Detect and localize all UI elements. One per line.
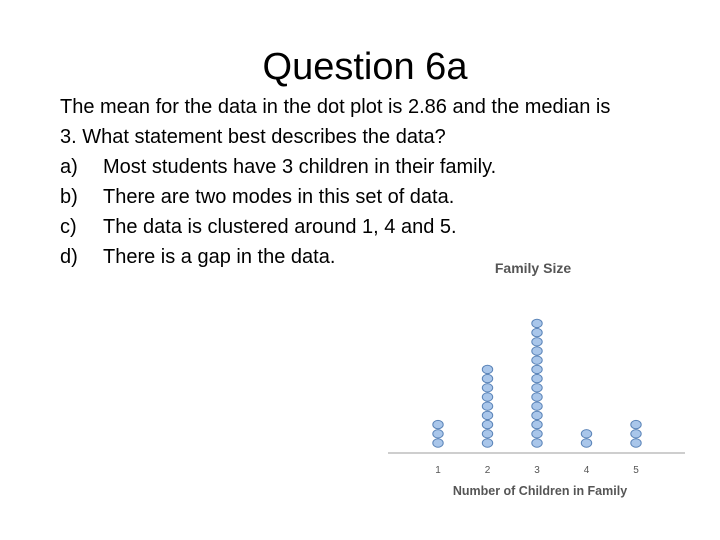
dot-mark bbox=[631, 420, 641, 428]
dot-mark bbox=[482, 411, 492, 419]
x-tick-label: 3 bbox=[534, 465, 540, 476]
x-tick-label: 2 bbox=[484, 465, 491, 476]
dot-mark bbox=[532, 319, 542, 327]
dot-mark bbox=[532, 338, 542, 346]
dot-mark bbox=[631, 439, 641, 447]
dot-mark bbox=[532, 439, 542, 447]
question-body bbox=[60, 92, 710, 272]
dot-mark bbox=[532, 420, 542, 428]
x-tick-label: 4 bbox=[583, 465, 590, 476]
chart-title: Family Size bbox=[494, 260, 572, 276]
dot-mark bbox=[581, 439, 591, 447]
option-b-letter: b) bbox=[60, 186, 78, 208]
dot-mark bbox=[581, 430, 591, 438]
dot-mark bbox=[532, 393, 542, 401]
option-a-text: Most students have 3 children in their family. bbox=[103, 156, 497, 178]
dot-mark bbox=[532, 356, 542, 364]
slide-title bbox=[0, 44, 720, 90]
dot-mark bbox=[482, 430, 492, 438]
dot-mark bbox=[482, 402, 492, 410]
dot-mark bbox=[532, 328, 542, 336]
question-line-1: The mean for the data in the dot plot is 2.86 and the median is bbox=[60, 96, 611, 118]
dot-mark bbox=[482, 420, 492, 428]
dot-mark bbox=[433, 439, 443, 447]
x-axis-ticks bbox=[435, 465, 639, 476]
dot-mark bbox=[631, 430, 641, 438]
option-c-text: The data is clustered around 1, 4 and 5. bbox=[103, 216, 457, 238]
question-line-2: 3. What statement best describes the data? bbox=[60, 126, 446, 148]
option-a-letter: a) bbox=[60, 156, 78, 178]
slide-title-text: Question 6a bbox=[262, 46, 468, 88]
option-b-text: There are two modes in this set of data. bbox=[103, 186, 455, 208]
dot-mark bbox=[532, 430, 542, 438]
option-c-letter: c) bbox=[60, 216, 77, 238]
dot-mark bbox=[532, 402, 542, 410]
dot-mark bbox=[482, 374, 492, 382]
dots-group bbox=[433, 319, 641, 447]
dot-mark bbox=[532, 347, 542, 355]
dot-mark bbox=[482, 365, 492, 373]
dot-mark bbox=[532, 384, 542, 392]
dot-mark bbox=[482, 384, 492, 392]
dot-mark bbox=[532, 411, 542, 419]
option-b bbox=[60, 182, 710, 212]
dot-mark bbox=[532, 374, 542, 382]
option-d-letter: d) bbox=[60, 246, 78, 268]
x-tick-label: 5 bbox=[633, 465, 639, 476]
dot-mark bbox=[482, 393, 492, 401]
dot-mark bbox=[532, 365, 542, 373]
dot-mark bbox=[482, 439, 492, 447]
option-c bbox=[60, 212, 710, 242]
x-axis-label: Number of Children in Family bbox=[452, 484, 628, 498]
dot-plot-chart bbox=[380, 250, 700, 505]
dot-mark bbox=[433, 430, 443, 438]
dot-mark bbox=[433, 420, 443, 428]
option-a bbox=[60, 152, 710, 182]
x-tick-label: 1 bbox=[435, 465, 441, 476]
option-d-text: There is a gap in the data. bbox=[103, 246, 336, 268]
